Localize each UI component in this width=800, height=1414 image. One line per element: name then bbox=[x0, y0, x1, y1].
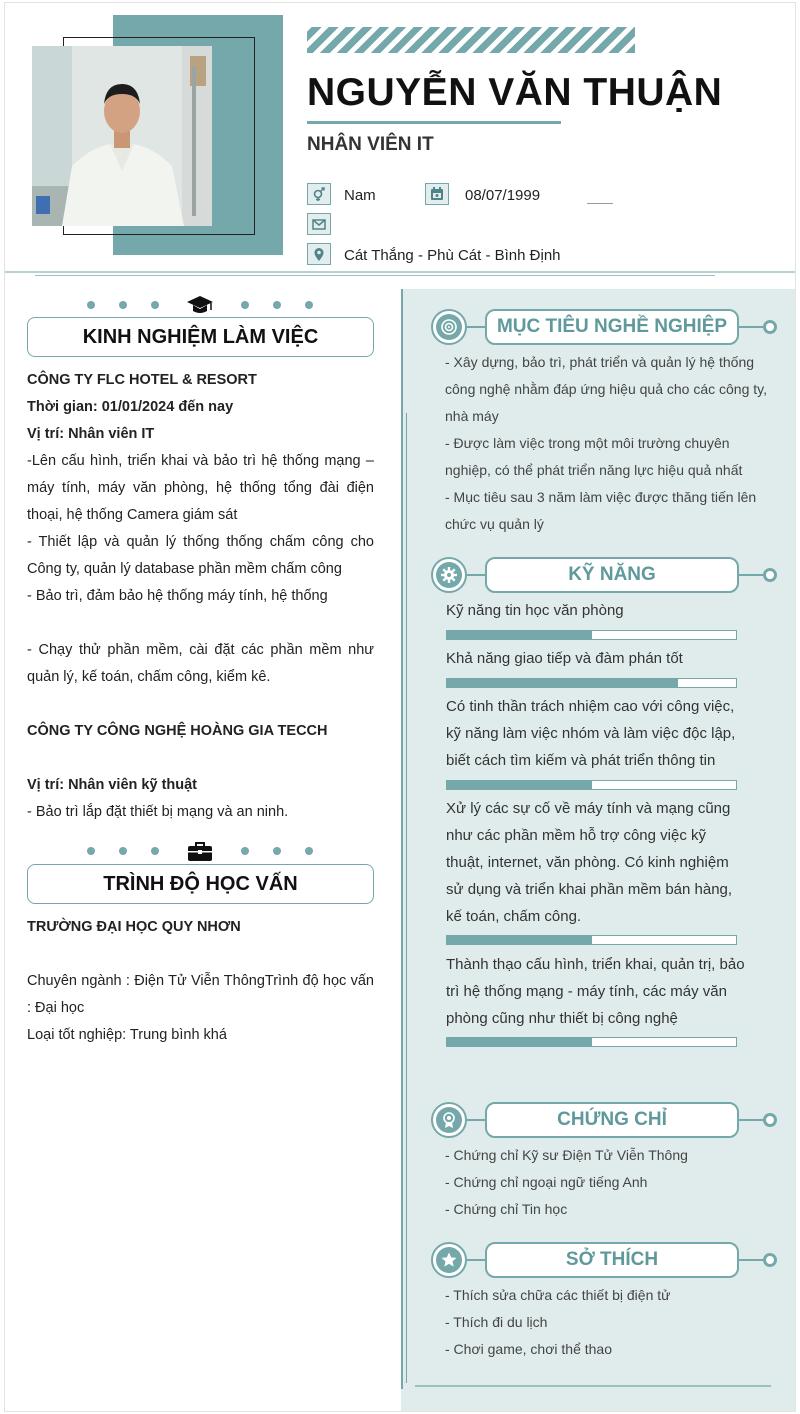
cv-page bbox=[4, 2, 796, 1412]
calendar-icon bbox=[425, 183, 449, 205]
skill-bar-fill-2 bbox=[447, 679, 678, 687]
gear-icon bbox=[440, 566, 458, 584]
award-icon bbox=[440, 1111, 458, 1129]
certificate-item-3: - Chứng chỉ Tin học bbox=[445, 1201, 568, 1217]
skill-bar-fill-1 bbox=[447, 631, 592, 639]
experience-position-1: Vị trí: Nhân viên IT bbox=[27, 426, 155, 442]
graduation-cap-icon bbox=[185, 293, 215, 317]
right-column-border-inner bbox=[406, 413, 407, 1383]
skills-heading: KỸ NĂNG bbox=[485, 557, 739, 593]
skill-bar-4 bbox=[446, 935, 737, 945]
right-column-border bbox=[401, 289, 403, 1389]
objective-heading-group bbox=[431, 309, 777, 349]
star-icon bbox=[440, 1251, 458, 1269]
hobbies-heading: SỞ THÍCH bbox=[485, 1242, 739, 1278]
skill-label-3: Có tinh thần trách nhiệm cao với công việc, kỹ năng làm việc nhóm và làm việc độc lập, biết cách tìm kiếm và phát triển thông tin bbox=[446, 698, 736, 769]
skill-bar-5 bbox=[446, 1037, 737, 1047]
hobby-item-1: - Thích sửa chữa các thiết bị điện tử bbox=[445, 1287, 671, 1303]
education-school: TRƯỜNG ĐẠI HỌC QUY NHƠN bbox=[27, 919, 241, 935]
skill-bar-1 bbox=[446, 630, 737, 640]
email-icon bbox=[307, 213, 331, 235]
skill-bar-3 bbox=[446, 780, 737, 790]
blank-field-line bbox=[587, 203, 613, 204]
certificate-item-2: - Chứng chỉ ngoại ngữ tiếng Anh bbox=[445, 1174, 648, 1190]
birthday-value: 08/07/1999 bbox=[465, 187, 541, 204]
skill-label-4: Xử lý các sự cố về máy tính và mạng cũng như các phần mềm hỗ trợ công việc kỹ thuật, internet, văn phòng. Có kinh nghiệm sử dụng và triển khai phần mềm bán hàng, kế toán, chấm công. bbox=[446, 800, 733, 925]
experience-duty-2: - Thiết lập và quản lý thống thống chấm công cho Công ty, quản lý database phần mềm chấm công bbox=[27, 534, 374, 577]
skill-bar-2 bbox=[446, 678, 737, 688]
hobbies-heading-group bbox=[431, 1242, 777, 1282]
education-grade: Loại tốt nghiệp: Trung bình khá bbox=[27, 1027, 227, 1043]
section-dots-experience bbox=[81, 293, 331, 317]
education-heading: TRÌNH ĐỘ HỌC VẤN bbox=[27, 864, 374, 904]
skill-bar-fill-4 bbox=[447, 936, 592, 944]
experience-duty-4: - Chạy thử phần mềm, cài đặt các phần mềm như quản lý, kế toán, chấm công, kiểm kê. bbox=[27, 642, 374, 685]
skill-bar-fill-5 bbox=[447, 1038, 592, 1046]
experience-duty-5: - Bảo trì lắp đặt thiết bị mạng và an ninh. bbox=[27, 804, 289, 820]
location-icon bbox=[307, 243, 331, 265]
skill-label-5: Thành thạo cấu hình, triển khai, quản trị, bảo trì hệ thống mạng - máy tính, các máy văn phòng cũng như thiết bị công nghệ bbox=[446, 956, 745, 1027]
experience-position-2: Vị trí: Nhân viên kỹ thuật bbox=[27, 777, 197, 793]
certificates-heading-group bbox=[431, 1102, 777, 1142]
experience-time-1: Thời gian: 01/01/2024 đến nay bbox=[27, 399, 234, 415]
certificates-heading: CHỨNG CHỈ bbox=[485, 1102, 739, 1138]
education-major: Chuyên ngành : Điện Tử Viễn ThôngTrình độ học vấn : Đại học bbox=[27, 973, 374, 1016]
profile-photo bbox=[32, 46, 212, 226]
section-dots-education bbox=[81, 839, 331, 863]
objective-line-2: - Được làm việc trong một môi trường chuyên nghiệp, có thể phát triển năng lực hiệu quả nhất bbox=[445, 435, 743, 478]
hobby-item-2: - Thích đi du lịch bbox=[445, 1314, 548, 1330]
briefcase-icon bbox=[185, 839, 215, 863]
gender-value: Nam bbox=[344, 187, 376, 204]
target-icon bbox=[440, 318, 458, 336]
experience-company-1: CÔNG TY FLC HOTEL & RESORT bbox=[27, 372, 257, 388]
address-value: Cát Thắng - Phù Cát - Bình Định bbox=[344, 247, 561, 264]
skill-bar-fill-3 bbox=[447, 781, 592, 789]
objective-line-1: - Xây dựng, bảo trì, phát triển và quản lý hệ thống công nghệ nhằm đáp ứng hiệu quả cho các công ty, nhà máy bbox=[445, 354, 768, 424]
skill-label-2: Khả năng giao tiếp và đàm phán tốt bbox=[446, 650, 683, 667]
full-name: NGUYỄN VĂN THUẬN bbox=[307, 71, 723, 114]
header-stripes bbox=[307, 27, 635, 53]
experience-company-2: CÔNG TY CÔNG NGHỆ HOÀNG GIA TECCH bbox=[27, 723, 328, 739]
experience-duty-1: -Lên cấu hình, triển khai và bảo trì hệ thống mạng – máy tính, máy văn phòng, hệ thống tổng đài điện thoại, hệ thống Camera giám sát bbox=[27, 453, 374, 523]
right-column-bottom-rule bbox=[415, 1385, 771, 1387]
gender-icon bbox=[307, 183, 331, 205]
skills-heading-group bbox=[431, 557, 777, 597]
experience-heading: KINH NGHIỆM LÀM VIỆC bbox=[27, 317, 374, 357]
header-divider-thin bbox=[35, 275, 715, 276]
header-divider bbox=[5, 271, 796, 273]
objective-line-3: - Mục tiêu sau 3 năm làm việc được thăng tiến lên chức vụ quản lý bbox=[445, 489, 757, 532]
job-title: NHÂN VIÊN IT bbox=[307, 134, 434, 155]
skill-label-1: Kỹ năng tin học văn phòng bbox=[446, 602, 624, 619]
certificate-item-1: - Chứng chỉ Kỹ sư Điện Tử Viễn Thông bbox=[445, 1147, 688, 1163]
experience-duty-3: - Bảo trì, đảm bảo hệ thống máy tính, hệ thống bbox=[27, 588, 328, 604]
objective-heading: MỤC TIÊU NGHỀ NGHIỆP bbox=[485, 309, 739, 345]
name-underline bbox=[307, 121, 561, 124]
hobby-item-3: - Chơi game, chơi thể thao bbox=[445, 1341, 612, 1357]
